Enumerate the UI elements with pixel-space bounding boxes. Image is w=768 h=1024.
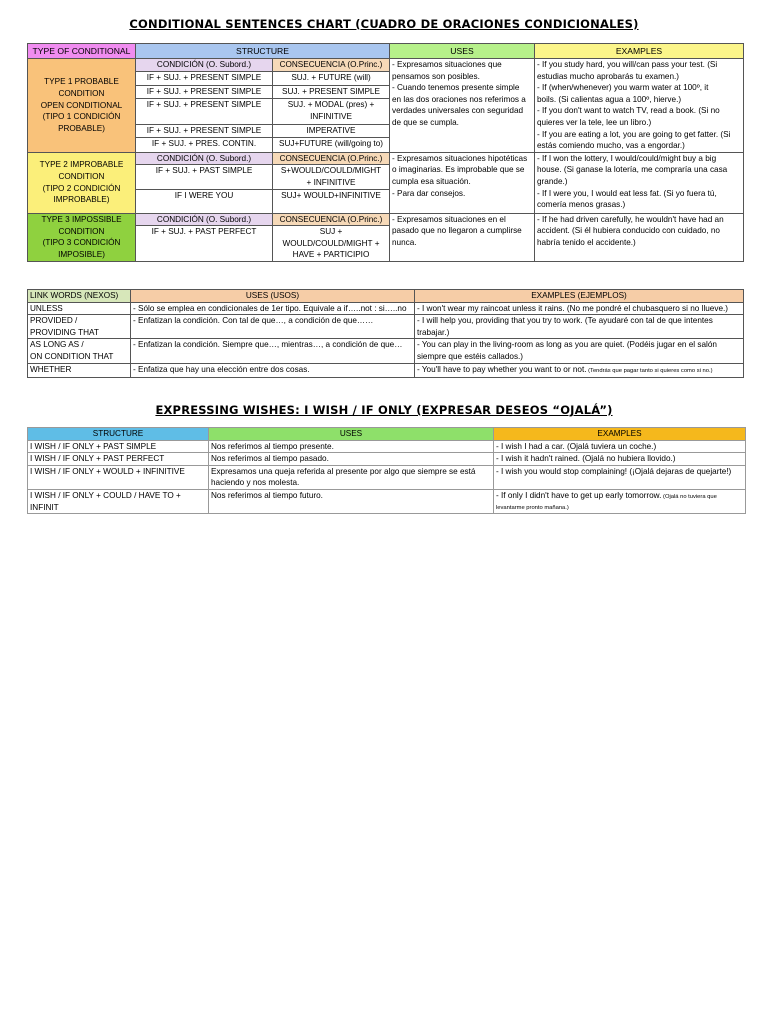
link-example: - I will help you, providing that you try to work. (Te ayudaré con tal de que intentes trabajar.) (415, 315, 744, 339)
wishes-table (27, 427, 746, 514)
link-word: PROVIDED / PROVIDING THAT (28, 315, 131, 339)
type1-condition-header: CONDICIÓN (O. Subord.) (136, 59, 273, 72)
type1-condition: IF + SUJ. + PRESENT SIMPLE (136, 124, 273, 137)
type1-consequence: SUJ. + MODAL (pres) + INFINITIVE (273, 98, 390, 124)
header-type: TYPE OF CONDITIONAL (28, 44, 136, 59)
type1-consequence-header: CONSECUENCIA (O.Princ.) (273, 59, 390, 72)
type2-condition: IF + SUJ. + PAST SIMPLE (136, 165, 273, 189)
type1-examples: - If you study hard, you will/can pass your test. (Si estudias mucho aprobarás tu examen.) - If (when/whenever) you warm water at 100º, it boils. (Si calientas agua a 100º, hierve.) - If you don't want to watch TV, read a book. (Si no quieres ver la tele, lee un libro.) - If you are eating a lot, you are going to get fatter. (Si estás comiendo mucho, vas a engordar.) (535, 59, 744, 153)
type2-condition: IF I WERE YOU (136, 189, 273, 213)
header-uses: USES (390, 44, 535, 59)
wish-example: - If only I didn't have to get up early tomorrow. (Ojalá no tuviera que levantarme pronto mañana.) (494, 489, 746, 513)
type2-consequence: S+WOULD/COULD/MIGHT + INFINITIVE (273, 165, 390, 189)
link-word: UNLESS (28, 302, 131, 315)
wish-example: - I wish you would stop complaining! (¡Ojalá dejaras de quejarte!) (494, 465, 746, 489)
type1-consequence: SUJ. + PRESENT SIMPLE (273, 85, 390, 98)
link-example: - You'll have to pay whether you want to or not. (Tendrás que pagar tanto si quieres como si no.) (415, 363, 744, 378)
wish-use: Nos referimos al tiempo presente. (209, 440, 494, 453)
header-wish-uses: USES (209, 428, 494, 441)
wish-use: Nos referimos al tiempo futuro. (209, 489, 494, 513)
type1-condition: IF + SUJ. + PRES. CONTIN. (136, 137, 273, 152)
link-use: - Enfatizan la condición. Con tal de que…, a condición de que…… (131, 315, 415, 339)
header-structure: STRUCTURE (136, 44, 390, 59)
type1-condition: IF + SUJ. + PRESENT SIMPLE (136, 98, 273, 124)
header-examples: EXAMPLES (535, 44, 744, 59)
wish-example: - I wish it hadn't rained. (Ojalá no hubiera llovido.) (494, 453, 746, 466)
type2-examples: - If I won the lottery, I would/could/might buy a big house. (Si ganase la lotería, me compraría una casa grande.) - If I were you, I would eat less fat. (Si yo fuera tú, comería menos grasas.) (535, 152, 744, 213)
link-use: - Enfatizan la condición. Siempre que…, mientras…, a condición de que… (131, 339, 415, 363)
type1-consequence: SUJ+FUTURE (will/going to) (273, 137, 390, 152)
header-link-examples: EXAMPLES (EJEMPLOS) (415, 290, 744, 303)
link-word: AS LONG AS / ON CONDITION THAT (28, 339, 131, 363)
type1-condition: IF + SUJ. + PRESENT SIMPLE (136, 85, 273, 98)
header-link-words: LINK WORDS (NEXOS) (28, 290, 131, 303)
header-link-uses: USES (USOS) (131, 290, 415, 303)
type3-label: TYPE 3 IMPOSSIBLE CONDITION (TIPO 3 CONDICIÓN IMPOSIBLE) (28, 213, 136, 262)
type3-condition: IF + SUJ. + PAST PERFECT (136, 226, 273, 262)
link-example-note: (Tendrás que pagar tanto si quieres como si no.) (586, 367, 713, 374)
type1-consequence: SUJ. + FUTURE (will) (273, 72, 390, 85)
wish-structure: I WISH / IF ONLY + COULD / HAVE TO + INFINIT (28, 489, 209, 513)
link-word: WHETHER (28, 363, 131, 378)
header-wish-examples: EXAMPLES (494, 428, 746, 441)
type3-condition-header: CONDICIÓN (O. Subord.) (136, 213, 273, 226)
wish-example: - I wish I had a car. (Ojalá tuviera un coche.) (494, 440, 746, 453)
type2-consequence-header: CONSECUENCIA (O.Princ.) (273, 152, 390, 165)
type3-consequence: SUJ + WOULD/COULD/MIGHT + HAVE + PARTICIPIO (273, 226, 390, 262)
page-title: CONDITIONAL SENTENCES CHART (CUADRO DE ORACIONES CONDICIONALES) (129, 17, 639, 31)
type2-uses: - Expresamos situaciones hipotéticas o imaginarias. Es improbable que se cumpla esa situación. - Para dar consejos. (390, 152, 535, 213)
type1-uses: - Expresamos situaciones que pensamos son posibles. - Cuando tenemos presente simple en las dos oraciones nos referimos a verdades universales con seguridad de que se cumpla. (390, 59, 535, 153)
link-words-table (27, 289, 744, 378)
type1-label: TYPE 1 PROBABLE CONDITION OPEN CONDITIONAL (TIPO 1 CONDICIÓN PROBABLE) (28, 59, 136, 153)
type3-consequence-header: CONSECUENCIA (O.Princ.) (273, 213, 390, 226)
link-example: - You can play in the living-room as long as you are quiet. (Podéis jugar en el salón siempre que estéis callados.) (415, 339, 744, 363)
wish-use: Nos referimos al tiempo pasado. (209, 453, 494, 466)
link-use: - Enfatiza que hay una elección entre dos cosas. (131, 363, 415, 378)
type3-uses: - Expresamos situaciones en el pasado que no llegaron a cumplirse nunca. (390, 213, 535, 262)
type1-condition: IF + SUJ. + PRESENT SIMPLE (136, 72, 273, 85)
type3-examples: - If he had driven carefully, he wouldn't have had an accident. (Si él hubiera conducido con cuidado, no habría tenido el accidente.) (535, 213, 744, 262)
wish-structure: I WISH / IF ONLY + PAST PERFECT (28, 453, 209, 466)
header-wish-structure: STRUCTURE (28, 428, 209, 441)
link-example: - I won't wear my raincoat unless it rains. (No me pondré el chubasquero si no llueve.) (415, 302, 744, 315)
wish-example-note: (Ojalá no tuviera que levantarme pronto mañana.) (496, 493, 717, 511)
type2-consequence: SUJ+ WOULD+INFINITIVE (273, 189, 390, 213)
link-use: - Sólo se emplea en condicionales de 1er tipo. Equivale a if…..not : si…..no (131, 302, 415, 315)
wish-structure: I WISH / IF ONLY + WOULD + INFINITIVE (28, 465, 209, 489)
wishes-title: EXPRESSING WISHES: I WISH / IF ONLY (EXPRESAR DESEOS “OJALÁ”) (155, 403, 613, 417)
type2-condition-header: CONDICIÓN (O. Subord.) (136, 152, 273, 165)
wish-structure: I WISH / IF ONLY + PAST SIMPLE (28, 440, 209, 453)
type1-consequence: IMPERATIVE (273, 124, 390, 137)
type2-label: TYPE 2 IMPROBABLE CONDITION (TIPO 2 CONDICIÓN IMPROBABLE) (28, 152, 136, 213)
wish-use: Expresamos una queja referida al presente por algo que siempre se está haciendo y nos molesta. (209, 465, 494, 489)
conditionals-table (27, 43, 744, 262)
